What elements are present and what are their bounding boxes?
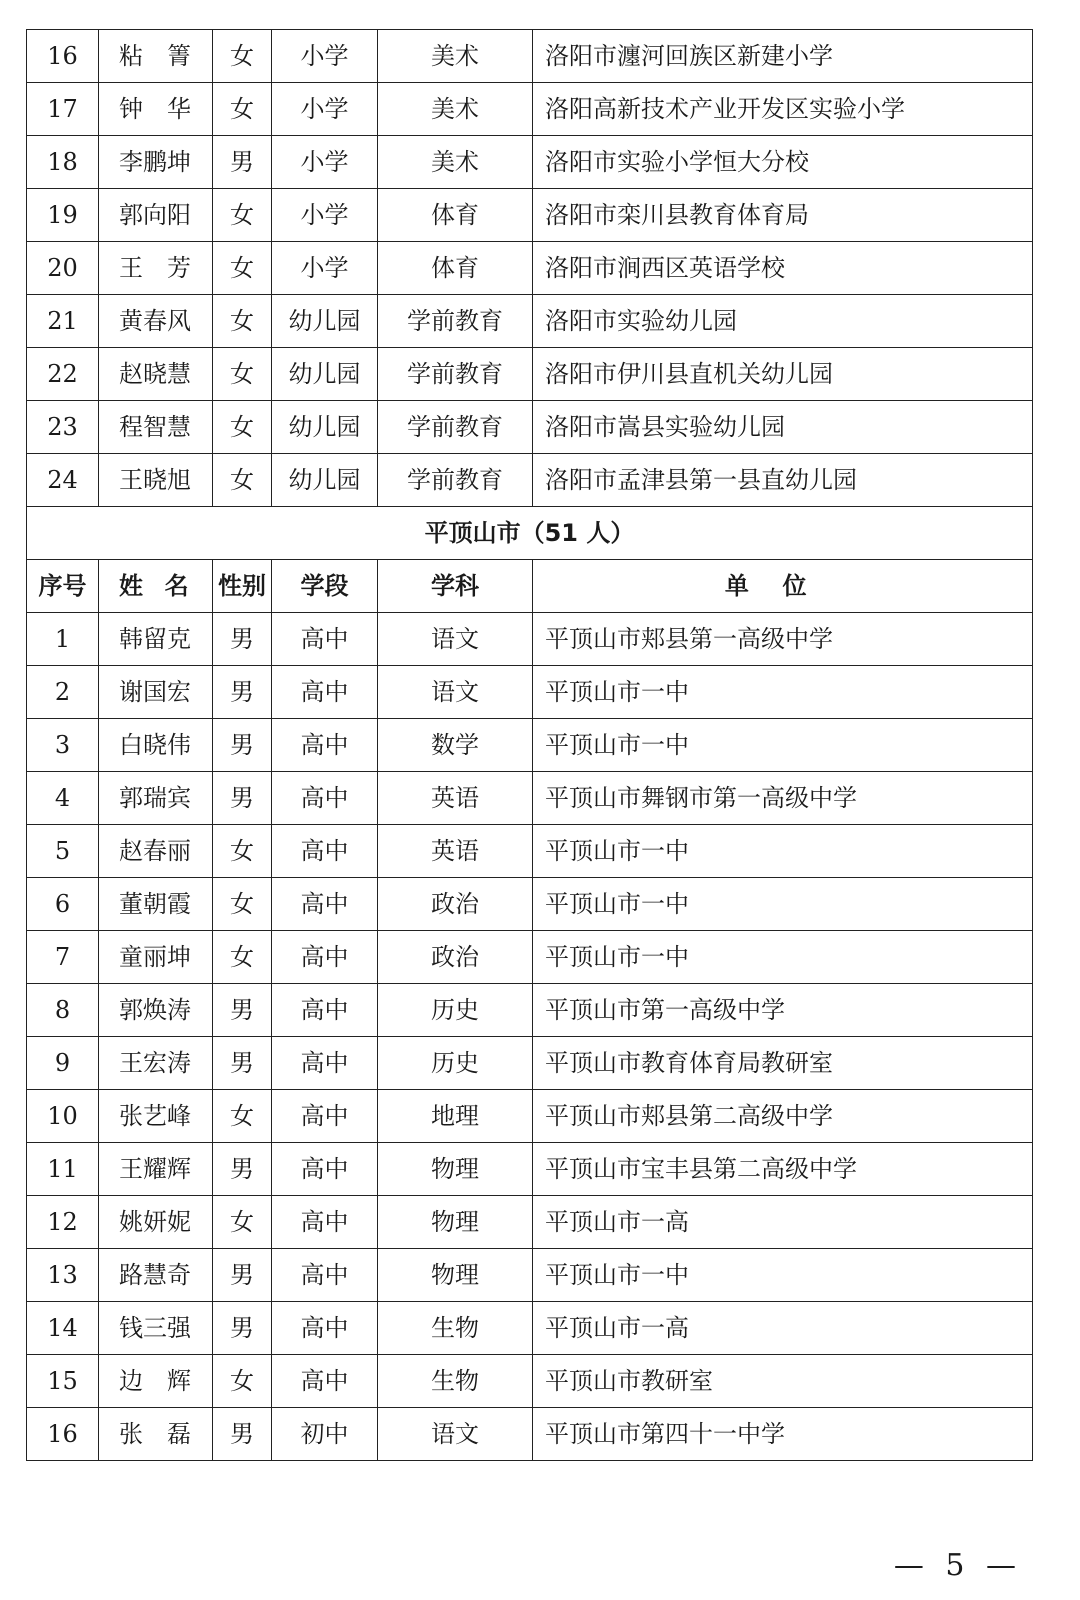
table-row [27, 772, 1033, 825]
work-unit-cell: 洛阳市实验小学恒大分校 [533, 136, 1033, 189]
teacher-name-cell: 郭瑞宾 [99, 772, 213, 825]
teacher-name-cell: 姚妍妮 [99, 1196, 213, 1249]
row-number-cell: 17 [27, 83, 99, 136]
work-unit-cell: 平顶山市一中 [533, 825, 1033, 878]
row-number-cell: 2 [27, 666, 99, 719]
school-stage-cell: 幼儿园 [272, 295, 378, 348]
row-number-cell: 24 [27, 454, 99, 507]
subject-cell: 地理 [378, 1090, 533, 1143]
teacher-name-cell: 董朝霞 [99, 878, 213, 931]
section-title: 平顶山市（51 人） [27, 507, 1033, 560]
row-number-cell: 10 [27, 1090, 99, 1143]
table-row [27, 613, 1033, 666]
work-unit-cell: 平顶山市舞钢市第一高级中学 [533, 772, 1033, 825]
table-row [27, 878, 1033, 931]
work-unit-cell: 平顶山市一中 [533, 1249, 1033, 1302]
subject-cell: 美术 [378, 83, 533, 136]
work-unit-cell: 平顶山市一高 [533, 1302, 1033, 1355]
subject-cell: 语文 [378, 1408, 533, 1461]
subject-cell: 学前教育 [378, 454, 533, 507]
row-number-cell: 20 [27, 242, 99, 295]
subject-cell: 数学 [378, 719, 533, 772]
school-stage-cell: 幼儿园 [272, 401, 378, 454]
table-header-row [27, 560, 1033, 613]
work-unit-cell: 平顶山市一中 [533, 666, 1033, 719]
subject-cell: 政治 [378, 878, 533, 931]
teacher-name-cell: 郭向阳 [99, 189, 213, 242]
row-number-cell: 4 [27, 772, 99, 825]
teacher-name-cell: 黄春风 [99, 295, 213, 348]
work-unit-cell: 平顶山市第四十一中学 [533, 1408, 1033, 1461]
gender-cell: 男 [213, 772, 272, 825]
work-unit-cell: 平顶山市宝丰县第二高级中学 [533, 1143, 1033, 1196]
work-unit-cell: 洛阳市栾川县教育体育局 [533, 189, 1033, 242]
gender-cell: 女 [213, 931, 272, 984]
gender-cell: 女 [213, 454, 272, 507]
work-unit-cell: 平顶山市一高 [533, 1196, 1033, 1249]
teacher-name-cell: 路慧奇 [99, 1249, 213, 1302]
roster-body [27, 30, 1033, 1461]
work-unit-cell: 平顶山市第一高级中学 [533, 984, 1033, 1037]
school-stage-cell: 高中 [272, 1249, 378, 1302]
teacher-name-cell: 王晓旭 [99, 454, 213, 507]
gender-cell: 男 [213, 719, 272, 772]
school-stage-cell: 幼儿园 [272, 348, 378, 401]
gender-cell: 男 [213, 1302, 272, 1355]
teacher-name-cell: 张 磊 [99, 1408, 213, 1461]
subject-cell: 英语 [378, 825, 533, 878]
subject-cell: 物理 [378, 1249, 533, 1302]
table-row [27, 401, 1033, 454]
school-stage-cell: 高中 [272, 984, 378, 1037]
school-stage-cell: 小学 [272, 242, 378, 295]
table-row [27, 1355, 1033, 1408]
school-stage-cell: 高中 [272, 666, 378, 719]
table-row [27, 1143, 1033, 1196]
gender-cell: 男 [213, 1249, 272, 1302]
school-stage-cell: 小学 [272, 83, 378, 136]
school-stage-cell: 高中 [272, 1196, 378, 1249]
school-stage-cell: 学段 [272, 560, 378, 613]
teacher-name-cell: 钱三强 [99, 1302, 213, 1355]
row-number-cell: 1 [27, 613, 99, 666]
table-row [27, 454, 1033, 507]
table-row [27, 295, 1033, 348]
table-row [27, 825, 1033, 878]
work-unit-cell: 平顶山市教育体育局教研室 [533, 1037, 1033, 1090]
teacher-name-cell: 韩留克 [99, 613, 213, 666]
work-unit-cell: 洛阳高新技术产业开发区实验小学 [533, 83, 1033, 136]
school-stage-cell: 高中 [272, 931, 378, 984]
table-row [27, 30, 1033, 83]
section-row [27, 507, 1033, 560]
school-stage-cell: 高中 [272, 1355, 378, 1408]
teacher-roster-table [26, 29, 1033, 1461]
work-unit-cell: 洛阳市嵩县实验幼儿园 [533, 401, 1033, 454]
teacher-name-cell: 谢国宏 [99, 666, 213, 719]
table-row [27, 348, 1033, 401]
teacher-name-cell: 童丽坤 [99, 931, 213, 984]
gender-cell: 女 [213, 83, 272, 136]
school-stage-cell: 小学 [272, 189, 378, 242]
table-row [27, 1037, 1033, 1090]
gender-cell: 男 [213, 613, 272, 666]
school-stage-cell: 高中 [272, 1143, 378, 1196]
work-unit-cell: 洛阳市瀍河回族区新建小学 [533, 30, 1033, 83]
row-number-cell: 11 [27, 1143, 99, 1196]
row-number-cell: 13 [27, 1249, 99, 1302]
subject-cell: 物理 [378, 1143, 533, 1196]
table-row [27, 984, 1033, 1037]
school-stage-cell: 初中 [272, 1408, 378, 1461]
teacher-name-cell: 白晓伟 [99, 719, 213, 772]
subject-cell: 体育 [378, 189, 533, 242]
gender-cell: 男 [213, 666, 272, 719]
row-number-cell: 22 [27, 348, 99, 401]
teacher-name-cell: 粘 箐 [99, 30, 213, 83]
gender-cell: 性别 [213, 560, 272, 613]
table-row [27, 931, 1033, 984]
work-unit-cell: 平顶山市一中 [533, 878, 1033, 931]
teacher-name-cell: 张艺峰 [99, 1090, 213, 1143]
table-row [27, 136, 1033, 189]
work-unit-cell: 洛阳市孟津县第一县直幼儿园 [533, 454, 1033, 507]
table-row [27, 1408, 1033, 1461]
school-stage-cell: 高中 [272, 1037, 378, 1090]
subject-cell: 美术 [378, 30, 533, 83]
subject-cell: 语文 [378, 613, 533, 666]
teacher-name-cell: 赵春丽 [99, 825, 213, 878]
subject-cell: 政治 [378, 931, 533, 984]
page-number: — 5 — [893, 1548, 1022, 1583]
gender-cell: 女 [213, 189, 272, 242]
school-stage-cell: 高中 [272, 878, 378, 931]
teacher-name-cell: 郭焕涛 [99, 984, 213, 1037]
table-row [27, 1196, 1033, 1249]
gender-cell: 男 [213, 984, 272, 1037]
gender-cell: 女 [213, 878, 272, 931]
school-stage-cell: 高中 [272, 1302, 378, 1355]
gender-cell: 女 [213, 30, 272, 83]
table-row [27, 1302, 1033, 1355]
teacher-name-cell: 李鹏坤 [99, 136, 213, 189]
school-stage-cell: 幼儿园 [272, 454, 378, 507]
subject-cell: 学前教育 [378, 401, 533, 454]
gender-cell: 女 [213, 1090, 272, 1143]
table-row [27, 83, 1033, 136]
work-unit-cell: 平顶山市一中 [533, 931, 1033, 984]
subject-cell: 英语 [378, 772, 533, 825]
row-number-cell: 21 [27, 295, 99, 348]
subject-cell: 学前教育 [378, 348, 533, 401]
table-row [27, 1249, 1033, 1302]
work-unit-cell: 洛阳市伊川县直机关幼儿园 [533, 348, 1033, 401]
gender-cell: 女 [213, 242, 272, 295]
row-number-cell: 7 [27, 931, 99, 984]
row-number-cell: 18 [27, 136, 99, 189]
subject-cell: 学前教育 [378, 295, 533, 348]
subject-cell: 物理 [378, 1196, 533, 1249]
row-number-cell: 9 [27, 1037, 99, 1090]
gender-cell: 男 [213, 1037, 272, 1090]
gender-cell: 女 [213, 295, 272, 348]
teacher-name-cell: 王 芳 [99, 242, 213, 295]
gender-cell: 男 [213, 1408, 272, 1461]
subject-cell: 历史 [378, 984, 533, 1037]
table-row [27, 719, 1033, 772]
table-row [27, 242, 1033, 295]
subject-cell: 语文 [378, 666, 533, 719]
school-stage-cell: 高中 [272, 719, 378, 772]
school-stage-cell: 高中 [272, 1090, 378, 1143]
teacher-name-cell: 边 辉 [99, 1355, 213, 1408]
work-unit-cell: 平顶山市郏县第一高级中学 [533, 613, 1033, 666]
row-number-cell: 19 [27, 189, 99, 242]
school-stage-cell: 高中 [272, 613, 378, 666]
subject-cell: 历史 [378, 1037, 533, 1090]
gender-cell: 女 [213, 348, 272, 401]
teacher-name-cell: 姓名 [99, 560, 213, 613]
work-unit-cell: 平顶山市一中 [533, 719, 1033, 772]
school-stage-cell: 小学 [272, 136, 378, 189]
school-stage-cell: 高中 [272, 772, 378, 825]
school-stage-cell: 高中 [272, 825, 378, 878]
row-number-cell: 12 [27, 1196, 99, 1249]
teacher-name-cell: 赵晓慧 [99, 348, 213, 401]
work-unit-cell: 平顶山市教研室 [533, 1355, 1033, 1408]
teacher-name-cell: 王宏涛 [99, 1037, 213, 1090]
subject-cell: 学科 [378, 560, 533, 613]
row-number-cell: 23 [27, 401, 99, 454]
row-number-cell: 16 [27, 1408, 99, 1461]
school-stage-cell: 小学 [272, 30, 378, 83]
subject-cell: 生物 [378, 1302, 533, 1355]
table-row [27, 189, 1033, 242]
row-number-cell: 3 [27, 719, 99, 772]
work-unit-cell: 平顶山市郏县第二高级中学 [533, 1090, 1033, 1143]
row-number-cell: 5 [27, 825, 99, 878]
row-number-cell: 6 [27, 878, 99, 931]
work-unit-cell: 单位 [533, 560, 1033, 613]
subject-cell: 生物 [378, 1355, 533, 1408]
table-row [27, 666, 1033, 719]
row-number-cell: 14 [27, 1302, 99, 1355]
teacher-name-cell: 程智慧 [99, 401, 213, 454]
gender-cell: 女 [213, 401, 272, 454]
row-number-cell: 15 [27, 1355, 99, 1408]
gender-cell: 男 [213, 1143, 272, 1196]
row-number-cell: 16 [27, 30, 99, 83]
subject-cell: 体育 [378, 242, 533, 295]
gender-cell: 女 [213, 1355, 272, 1408]
teacher-name-cell: 钟 华 [99, 83, 213, 136]
gender-cell: 男 [213, 136, 272, 189]
row-number-cell: 序号 [27, 560, 99, 613]
subject-cell: 美术 [378, 136, 533, 189]
teacher-name-cell: 王耀辉 [99, 1143, 213, 1196]
work-unit-cell: 洛阳市实验幼儿园 [533, 295, 1033, 348]
gender-cell: 女 [213, 1196, 272, 1249]
table-row [27, 1090, 1033, 1143]
gender-cell: 女 [213, 825, 272, 878]
work-unit-cell: 洛阳市涧西区英语学校 [533, 242, 1033, 295]
row-number-cell: 8 [27, 984, 99, 1037]
